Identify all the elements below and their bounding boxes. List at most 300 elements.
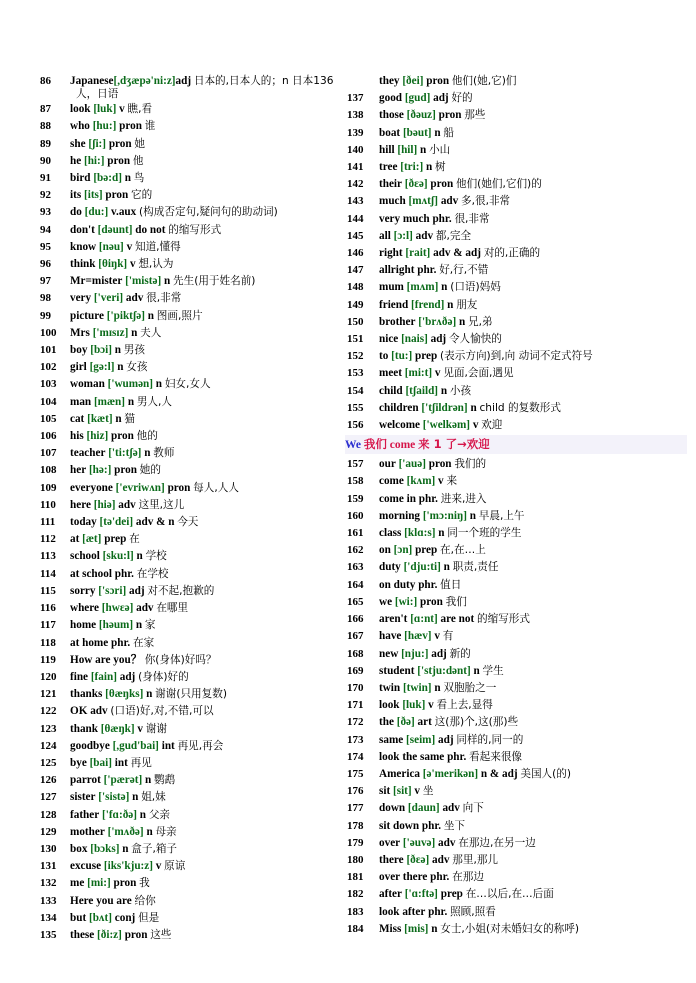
entry-word: have: [379, 630, 402, 643]
entry-phonetic: [klɑ:s]: [404, 527, 436, 540]
entry-meaning: 谁: [144, 120, 156, 133]
vocab-entry: [40, 566, 360, 583]
vocab-entry: [347, 417, 687, 434]
entry-phonetic: [du:]: [84, 206, 109, 219]
entry-meaning: 小山: [429, 143, 451, 156]
vocab-entry: [347, 473, 687, 490]
vocab-entry: [40, 927, 360, 944]
entry-phonetic: [daun]: [407, 802, 440, 815]
vocab-entry: [347, 176, 687, 193]
entry-number: 167: [347, 630, 364, 643]
entry-number: 165: [347, 595, 364, 608]
entry-pos: do not: [135, 223, 166, 236]
entry-meaning: 谢谢(只用复数): [155, 688, 227, 701]
entry-word: his: [70, 430, 84, 443]
entry-word: on duty: [379, 578, 416, 591]
entry-phonetic: [mi:t]: [404, 367, 433, 380]
entry-pos: n: [144, 447, 151, 460]
entry-number: 89: [40, 137, 51, 150]
vocab-entry: [347, 491, 687, 508]
entry-phonetic: ['tʃildrən]: [421, 401, 468, 414]
entry-phonetic: [ðə]: [396, 716, 415, 729]
entry-number: 170: [347, 681, 364, 694]
entry-meaning: 她的: [139, 464, 161, 477]
vocab-entry: [40, 824, 360, 841]
entry-meaning: (表示方向)到,向 动词不定式符号: [440, 350, 593, 363]
entry-pos: conj: [114, 911, 136, 924]
vocab-entry: [347, 594, 687, 611]
entry-meaning: 美国人(的): [520, 767, 572, 780]
entry-number: 105: [40, 412, 57, 425]
entry-word: meet: [379, 367, 402, 380]
entry-pos: adv: [415, 229, 434, 242]
entry-word: down: [379, 802, 406, 815]
entry-pos: pron: [167, 481, 191, 494]
entry-meaning: 早晨,上午: [478, 509, 525, 522]
entry-word: goodbye: [70, 739, 110, 752]
vocab-entry: [40, 910, 360, 927]
entry-phonetic: [,dʒæpə'ni:z]: [113, 75, 176, 87]
entry-number: 178: [347, 819, 364, 832]
entry-number: 118: [40, 636, 56, 649]
entry-pos: adv: [125, 292, 144, 305]
entry-pos: phr.: [418, 578, 438, 591]
entry-phonetic: [nju:]: [401, 647, 429, 660]
vocab-entry: [40, 807, 360, 824]
entry-number: 154: [347, 384, 364, 397]
entry-number: 114: [40, 567, 56, 580]
entry-number: 137: [347, 92, 364, 105]
entry-number: 100: [40, 326, 57, 339]
entry-meaning: 男孩: [123, 344, 145, 357]
entry-number: 180: [347, 853, 364, 866]
entry-pos: n: [441, 281, 448, 294]
entry-word: America: [379, 767, 420, 780]
entry-meaning: 你(身体)好吗？: [144, 653, 217, 666]
entry-phonetic: [ɔ:l]: [393, 229, 413, 242]
entry-phonetic: [θiŋk]: [98, 258, 128, 271]
entry-meaning: 这(那)个,这(那)些: [434, 716, 519, 729]
entry-meaning: 每人,人人: [193, 481, 239, 494]
entry-pos: adv: [438, 836, 456, 849]
entry-number: 153: [347, 367, 364, 380]
entry-meaning: 瞧,看: [127, 103, 153, 116]
entry-word: its: [70, 189, 82, 202]
entry-number: 121: [40, 688, 57, 701]
vocab-entry: [40, 222, 360, 239]
entry-pos: pron: [124, 928, 148, 941]
entry-number: 131: [40, 860, 57, 873]
entry-word: think: [70, 258, 96, 271]
entry-phonetic: ['auə]: [398, 458, 426, 471]
entry-word: father: [70, 808, 100, 821]
entry-phonetic: [wi:]: [394, 595, 418, 608]
entry-word: bird: [70, 172, 91, 185]
highlight-meaning: 我们: [363, 437, 387, 452]
entry-number: 133: [40, 894, 57, 907]
entry-number: 122: [40, 705, 57, 718]
entry-number: 183: [347, 905, 364, 918]
entry-phonetic: ['stju:dənt]: [417, 664, 471, 677]
vocab-entry: [40, 153, 360, 170]
entry-pos: n: [139, 808, 147, 821]
entry-word: at home: [70, 636, 109, 649]
entry-phonetic: [luk]: [93, 103, 117, 116]
vocab-entry: [40, 738, 360, 755]
entry-word: children: [379, 401, 419, 414]
vocab-entry: [347, 869, 687, 886]
entry-number: 147: [347, 264, 364, 277]
entry-word: much: [379, 195, 406, 208]
entry-word: new: [379, 647, 399, 660]
entry-pos: adv: [442, 802, 460, 815]
entry-pos: n: [431, 922, 438, 935]
entry-meaning: 在: [129, 533, 140, 546]
entry-number: 138: [347, 109, 364, 122]
entry-word: her: [70, 464, 87, 477]
entry-number: 155: [347, 401, 364, 414]
entry-pos: adj: [175, 75, 192, 87]
entry-phonetic: [gud]: [404, 92, 431, 105]
entry-meaning: 新的: [449, 647, 471, 660]
left-column: [40, 73, 360, 944]
entry-meaning: 男人,人: [136, 395, 172, 408]
entry-phonetic: [mi:]: [87, 877, 111, 890]
vocab-entry: [347, 749, 687, 766]
entry-pos: prep: [415, 544, 438, 557]
entry-number: 168: [347, 647, 364, 660]
entry-meaning: 树: [435, 161, 446, 174]
entry-phonetic: [ə'merikən]: [422, 767, 479, 780]
entry-pos: prep: [440, 888, 463, 901]
vocab-entry: [40, 548, 360, 565]
entry-number: 106: [40, 430, 57, 443]
entry-meaning: 女孩: [126, 361, 148, 374]
entry-meaning: 很,非常: [146, 292, 182, 305]
entry-meaning: 有: [442, 630, 454, 643]
entry-phonetic: [ɑ:nt]: [410, 613, 438, 626]
entry-meaning: 进来,进入: [440, 492, 487, 505]
entry-phonetic: [æt]: [82, 533, 102, 546]
entry-phonetic: [iks'kju:z]: [103, 860, 153, 873]
entry-meaning: 来: [446, 475, 458, 488]
entry-meaning: 对的,正确的: [483, 247, 541, 260]
entry-number: 163: [347, 561, 364, 574]
entry-phonetic: [kʌm]: [406, 475, 436, 488]
entry-meaning: (口语)好,对,不错,可以: [110, 705, 214, 718]
entry-number: 172: [347, 716, 364, 729]
entry-word: nice: [379, 333, 399, 346]
entry-phonetic: ['fɑ:ðə]: [102, 808, 137, 821]
entry-word: those: [379, 109, 404, 122]
entry-number: 161: [347, 527, 364, 540]
entry-pos: v: [129, 258, 136, 271]
vocab-entry: [347, 680, 687, 697]
entry-number: 93: [40, 206, 51, 219]
entry-word: thanks: [70, 688, 103, 701]
vocab-entry: [347, 628, 687, 645]
entry-word: very: [70, 292, 92, 305]
entry-number: 150: [347, 315, 364, 328]
vocab-entry: [40, 721, 360, 738]
entry-pos: n: [124, 172, 131, 185]
vocab-entry: [347, 456, 687, 473]
entry-meaning: 同样的,同一的: [456, 733, 524, 746]
highlight-word-come: come: [389, 439, 416, 452]
entry-phonetic: [hiə]: [93, 498, 116, 511]
entry-phonetic: [hə:]: [88, 464, 112, 477]
vocab-entry: [40, 480, 360, 497]
entry-number: 171: [347, 699, 364, 712]
vocab-entry: [40, 101, 360, 118]
entry-phonetic: [gə:l]: [89, 361, 115, 374]
entry-pos: n: [132, 791, 139, 804]
entry-number: 159: [347, 492, 364, 505]
entry-pos: adv: [440, 195, 459, 208]
entry-meaning: 学生: [482, 664, 504, 677]
entry-pos: adj: [433, 92, 449, 105]
vocab-entry: [347, 73, 687, 90]
entry-pos: n: [135, 619, 143, 632]
entry-word: tree: [379, 161, 398, 174]
entry-number: 117: [40, 619, 56, 632]
entry-word: thank: [70, 722, 98, 735]
entry-phonetic: [,gud'bai]: [112, 739, 159, 752]
entry-phonetic: ['pærət]: [103, 774, 143, 787]
entry-pos: v: [119, 103, 125, 116]
entry-phonetic: [ðei]: [402, 75, 424, 87]
vocab-entry: [40, 273, 360, 290]
right-column: [347, 73, 687, 938]
entry-word: allright: [379, 264, 415, 277]
entry-meaning: 坐下: [443, 819, 466, 832]
entry-meaning: 在那边: [452, 871, 484, 884]
entry-phonetic: [tri:]: [400, 161, 424, 174]
right-entries-bottom: [347, 456, 687, 938]
entry-meaning: 但是: [138, 911, 160, 924]
entry-word: look the same: [379, 750, 445, 763]
entry-meaning: 妇女,女人: [164, 378, 211, 391]
entry-pos: n: [155, 378, 163, 391]
vocab-entry: [40, 703, 360, 720]
entry-number: 176: [347, 785, 364, 798]
entry-phonetic: [ði:z]: [97, 928, 122, 941]
vocab-entry: [40, 118, 360, 135]
entry-phonetic: ['mɪsɪz]: [92, 326, 129, 339]
entry-word: woman: [70, 378, 105, 391]
entry-number: 90: [40, 154, 51, 167]
highlight-note: [345, 435, 687, 454]
entry-meaning: 知道,懂得: [134, 240, 181, 253]
vocab-entry: [40, 600, 360, 617]
vocab-entry: [347, 125, 687, 142]
entry-meaning: 好的: [451, 92, 473, 105]
entry-pos: pron: [438, 109, 462, 122]
entry-meaning: 多,很,非常: [461, 195, 511, 208]
entry-meaning: 同一个班的学生: [447, 527, 522, 540]
entry-word: over there: [379, 871, 428, 884]
entry-pos: phr.: [111, 636, 131, 649]
entry-word: boy: [70, 344, 88, 357]
entry-meaning: 女士,小姐(对未婚妇女的称呼): [440, 922, 579, 935]
entry-meaning: 值日: [440, 578, 462, 591]
entry-number: 177: [347, 802, 364, 815]
entry-phonetic: [seim]: [406, 733, 436, 746]
entry-number: 129: [40, 825, 57, 838]
vocab-entry: [347, 297, 687, 314]
entry-pos: n: [473, 664, 480, 677]
entry-phonetic: [həum]: [98, 619, 134, 632]
entry-number: 112: [40, 533, 56, 546]
entry-number: 92: [40, 189, 51, 202]
entry-pos: n: [146, 688, 153, 701]
vocab-entry: [347, 646, 687, 663]
entry-number: 88: [40, 120, 51, 133]
vocab-entry: [347, 852, 687, 869]
entry-pos: v: [428, 699, 434, 712]
entry-meaning: 我: [139, 877, 150, 890]
entry-number: 162: [347, 544, 364, 557]
vocab-entry: [40, 635, 360, 652]
entry-pos: phr.: [447, 750, 467, 763]
entry-number: 174: [347, 750, 364, 763]
entry-number: 91: [40, 172, 51, 185]
entry-word: today: [70, 516, 97, 529]
entry-pos: adv: [432, 853, 450, 866]
entry-pos: n: [434, 126, 441, 139]
entry-meaning: 姐,妹: [141, 791, 166, 804]
entry-meaning: 夫人: [140, 326, 162, 339]
entry-phonetic: ['wumən]: [107, 378, 153, 391]
entry-number: 109: [40, 481, 57, 494]
vocab-entry: [40, 342, 360, 359]
entry-word: morning: [379, 509, 421, 522]
entry-word: fine: [70, 670, 89, 683]
entry-pos: phr.: [430, 871, 450, 884]
highlight-rest: 来 1 了→欢迎: [418, 437, 490, 452]
entry-phonetic: [tə'dei]: [99, 516, 134, 529]
entry-word: picture: [70, 309, 104, 322]
entry-phonetic: [bɔi]: [90, 344, 112, 357]
vocab-entry: [40, 617, 360, 634]
entry-phonetic: [sit]: [392, 785, 412, 798]
entry-number: 145: [347, 229, 364, 242]
entry-phonetic: ['piktʃə]: [106, 309, 145, 322]
entry-word: look: [70, 103, 91, 116]
entry-meaning: 那里,那儿: [452, 853, 499, 866]
entry-pos: v: [414, 785, 421, 798]
entry-number: 120: [40, 670, 57, 683]
entry-pos: pron: [113, 877, 137, 890]
entry-meaning: 谢谢: [145, 722, 167, 735]
vocab-entry: [347, 365, 687, 382]
entry-number: 169: [347, 664, 364, 677]
vocab-entry: [347, 348, 687, 365]
entry-phonetic: [dəunt]: [97, 223, 133, 236]
entry-phonetic: ['mɔ:niŋ]: [422, 509, 467, 522]
entry-word: the: [379, 716, 394, 729]
entry-number: 143: [347, 195, 364, 208]
entry-phonetic: [mʌtʃ]: [408, 195, 439, 208]
entry-number: 107: [40, 447, 57, 460]
entry-word: Here you are: [70, 894, 132, 907]
vocab-entry: [347, 766, 687, 783]
entry-number: 151: [347, 333, 364, 346]
vocab-entry: [347, 800, 687, 817]
entry-pos: v: [472, 419, 479, 432]
entry-word: everyone: [70, 481, 113, 494]
entry-word: look: [379, 699, 400, 712]
entry-word: home: [70, 619, 97, 632]
vocab-entry: [40, 893, 360, 910]
entry-meaning: 猫: [124, 412, 135, 425]
entry-number: 97: [40, 275, 51, 288]
entry-pos: pron: [114, 464, 137, 477]
entry-word: over: [379, 836, 401, 849]
vocab-entry: [347, 525, 687, 542]
entry-number: 148: [347, 281, 364, 294]
entry-number: 141: [347, 161, 364, 174]
entry-meaning: 好,行,不错: [439, 264, 489, 277]
entry-number: 99: [40, 309, 51, 322]
entry-meaning: 他们(她,它)们: [451, 75, 517, 87]
entry-meaning: 在…以后,在…后面: [465, 888, 554, 901]
entry-phonetic: ['veri]: [93, 292, 124, 305]
entry-meaning: 给你: [134, 894, 156, 907]
entry-phonetic: [ðɛə]: [406, 853, 430, 866]
entry-meaning: (构成否定句,疑问句的助动词): [139, 206, 278, 219]
entry-word: box: [70, 842, 88, 855]
entry-phonetic: [mʌm]: [406, 281, 439, 294]
entry-pos: n: [131, 326, 138, 339]
entry-word: come: [379, 475, 404, 488]
entry-word: cat: [70, 412, 85, 425]
vocab-entry: [40, 239, 360, 256]
entry-pos: n: [434, 681, 441, 694]
entry-number: 119: [40, 653, 56, 666]
entry-meaning: 今天: [177, 516, 199, 529]
entry-phonetic: [tʃaild]: [405, 384, 439, 397]
entry-number: 156: [347, 419, 364, 432]
entry-meaning: 很,非常: [454, 212, 490, 225]
entry-meaning: 双胞胎之一: [443, 681, 497, 694]
vocab-entry: [40, 187, 360, 204]
entry-word: sister: [70, 791, 96, 804]
entry-meaning: 鹦鹉: [154, 774, 176, 787]
vocab-entry: [40, 73, 360, 101]
vocab-entry: [40, 875, 360, 892]
vocab-entry: [347, 193, 687, 210]
entry-word: class: [379, 527, 402, 540]
entry-pos: n: [470, 401, 477, 414]
entry-phonetic: ['welkəm]: [422, 419, 471, 432]
vocab-entry: [40, 308, 360, 325]
vocab-entry: [347, 228, 687, 245]
entry-number: 139: [347, 126, 364, 139]
entry-meaning: 图画,照片: [156, 309, 203, 322]
entry-meaning: 照顾,照看: [450, 905, 496, 918]
entry-pos: n & adj: [480, 767, 518, 780]
entry-meaning: 家: [144, 619, 156, 632]
entry-meaning: 先生(用于姓名前): [173, 275, 256, 288]
vocab-entry: [40, 462, 360, 479]
entry-pos: n: [114, 344, 121, 357]
vocab-entry: [347, 90, 687, 107]
entry-number: 175: [347, 767, 364, 780]
entry-meaning: 职责,责任: [452, 561, 499, 574]
entry-pos: phr.: [428, 905, 448, 918]
entry-number: 86: [40, 75, 51, 87]
